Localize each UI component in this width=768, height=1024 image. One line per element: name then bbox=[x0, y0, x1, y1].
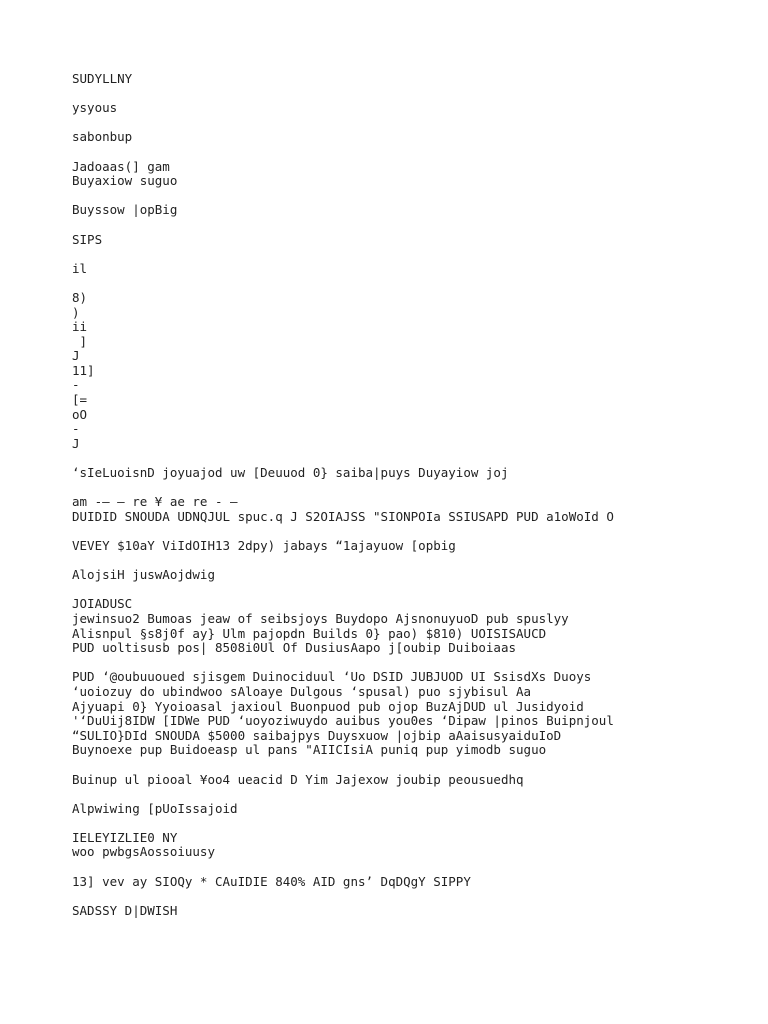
text-block bbox=[72, 875, 732, 890]
text-line: JOIADUSC bbox=[72, 596, 133, 612]
text-block bbox=[72, 568, 732, 583]
text-block bbox=[72, 597, 732, 655]
text-block bbox=[72, 72, 732, 87]
text-block bbox=[72, 466, 732, 481]
text-block bbox=[72, 262, 732, 277]
text-line: [= bbox=[72, 392, 88, 408]
text-line: PUD uoltisusb pos| 8508i0Ul Of DusiusAapo j[oubip Duiboiaas bbox=[72, 640, 517, 656]
text-block bbox=[72, 101, 732, 116]
text-line: ‘uoiozuy do ubindwoo sAloaye Dulgous ‘spusal) puo sjybisul Aa bbox=[72, 683, 532, 699]
text-line: ii bbox=[72, 319, 88, 335]
text-block bbox=[72, 495, 732, 524]
text-line: Alpwiwing [pUoIssajoid bbox=[72, 800, 238, 816]
text-line: - bbox=[72, 377, 80, 393]
text-block bbox=[72, 831, 732, 860]
text-line: jewinsuo2 Bumoas jeaw of seibsjoys Buydopo AjsnonuyuoD pub spuslyy bbox=[72, 610, 569, 626]
text-line: AlojsiH juswAojdwig bbox=[72, 567, 215, 583]
text-line: IELEYIZLIE0 NY bbox=[72, 829, 178, 845]
text-line: SIPS bbox=[72, 231, 103, 247]
text-line: Buyssow |opBig bbox=[72, 202, 178, 218]
text-line: PUD ‘@oubuuoued sjisgem Duinociduul ‘Uo DSID JUBJUOD UI SsisdXs Duoys bbox=[72, 669, 592, 685]
text-line: ysyous bbox=[72, 100, 118, 116]
text-line: woo pwbgsAossoiuusy bbox=[72, 844, 215, 860]
text-line: am -— — re ¥ ae re - — bbox=[72, 494, 238, 510]
text-line: J bbox=[72, 348, 80, 364]
text-block bbox=[72, 203, 732, 218]
text-line: 11] bbox=[72, 362, 95, 378]
text-block bbox=[72, 160, 732, 189]
text-line: J bbox=[72, 435, 80, 451]
text-line: SUDYLLNY bbox=[72, 71, 133, 86]
text-block bbox=[72, 904, 732, 919]
document-page bbox=[72, 72, 732, 933]
text-line: ] bbox=[72, 333, 88, 349]
text-line: 8) bbox=[72, 289, 88, 305]
text-block bbox=[72, 670, 732, 758]
text-line: ‘sIeLuoisnD joyuajod uw [Deuuod 0} saiba|puys Duyayiow joj bbox=[72, 465, 509, 481]
text-line: 13] vev ay SIOQy * CAuIDIE 840% AID gns’ DqDQgY SIPPY bbox=[72, 873, 471, 889]
text-line: - bbox=[72, 421, 80, 437]
text-line: Buynoexe pup Buidoeasp ul pans "AIICIsiA puniq pup yimodb suguo bbox=[72, 742, 547, 758]
text-block bbox=[72, 773, 732, 788]
text-line: oO bbox=[72, 406, 88, 422]
text-line: Alisnpul §s8j0f ay} Ulm pajopdn Builds 0} pao) $810) UOISISAUCD bbox=[72, 625, 547, 641]
text-block bbox=[72, 539, 732, 554]
text-block bbox=[72, 291, 732, 452]
text-line: DUIDID SNOUDA UDNQJUL spuc.q J S2OIAJSS "SIONPOIa SSIUSAPD PUD a1oWoId O bbox=[72, 508, 614, 524]
text-line: “SULIO}DId SNOUDA $5000 saibajpys Duysxuow |ojbip aAaisusyaiduIoD bbox=[72, 727, 562, 743]
text-line: Ajyuapi 0} Yyoioasal jaxioul Buonpuod pub ojop BuzAjDUD ul Jusidyoid bbox=[72, 698, 584, 714]
text-line: '‘DuUij8IDW [IDWe PUD ‘uoyoziwuydo auibus you0es ‘Dipaw |pinos Buipnjoul bbox=[72, 713, 614, 729]
text-line: ) bbox=[72, 304, 80, 320]
text-line: SADSSY D|DWISH bbox=[72, 902, 178, 918]
text-block bbox=[72, 130, 732, 145]
text-line: Buinup ul piooal ¥oo4 ueacid D Yim Jajexow joubip peousuedhq bbox=[72, 771, 524, 787]
text-line: VEVEY $10aY ViIdOIH13 2dpy) jabays “1ajayuow [opbig bbox=[72, 538, 456, 553]
text-block bbox=[72, 233, 732, 248]
text-line: Buyaxiow suguo bbox=[72, 173, 178, 189]
text-block bbox=[72, 802, 732, 817]
text-line: Jadoaas(] gam bbox=[72, 158, 170, 174]
text-line: il bbox=[72, 260, 88, 276]
text-line: sabonbup bbox=[72, 129, 133, 145]
